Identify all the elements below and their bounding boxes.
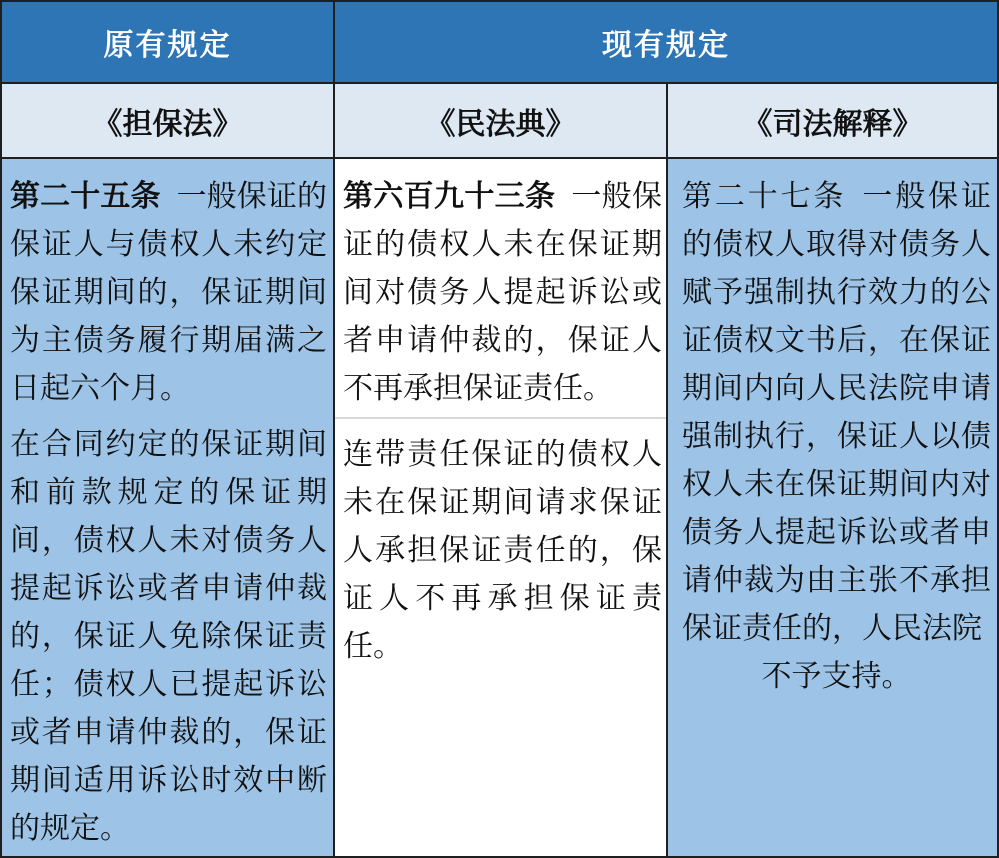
subheader-col1	[0, 82, 335, 159]
header-current-label: 现有规定	[602, 28, 730, 63]
col2-divider	[335, 417, 666, 419]
subheader-col3-label: 《司法解释》	[742, 106, 923, 142]
body-col2	[333, 157, 668, 858]
subheader-col2	[333, 82, 668, 159]
col3-paragraph-tail	[682, 653, 991, 701]
col2-paragraph-1	[343, 173, 662, 413]
col1-paragraph-2	[10, 421, 327, 853]
col1-paragraph-2-text: 在合同约定的保证期间和前款规定的保证期间，债权人未对债务人提起诉讼或者申请仲裁的，保证人免除保证责任；债权人已提起诉讼或者申请仲裁的，保证期间适用诉讼时效中断的规定。	[10, 427, 327, 846]
subheader-col1-label: 《担保法》	[92, 106, 243, 142]
subheader-col3	[666, 82, 999, 159]
body-col1	[0, 157, 335, 858]
col1-paragraph-1-text: 一般保证的保证人与债权人未约定保证期间的，保证期间为主债务履行期届满之日起六个月。	[10, 179, 328, 406]
col2-article-number: 第六百九十三条	[343, 179, 556, 214]
col2-paragraph-1-text: 一般保证的债权人未在保证期间对债务人提起诉讼或者申请仲裁的，保证人不再承担保证责任。	[343, 179, 663, 406]
col3-article-number: 第二十七条	[682, 179, 847, 214]
col3-paragraph-1-text: 一般保证的债权人取得对债务人赋予强制执行效力的公证债权文书后，在保证期间内向人民法院申请强制执行，保证人以债权人未在保证期间内对债务人提起诉讼或者申请仲裁为由主张不承担保证责任的，人民法院	[682, 179, 991, 646]
col2-paragraph-2-text: 连带责任保证的债权人未在保证期间请求保证人承担保证责任的，保证人不再承担保证责任。	[343, 437, 662, 664]
header-original	[0, 0, 335, 84]
header-original-label: 原有规定	[103, 28, 232, 63]
subheader-col2-label: 《民法典》	[425, 106, 576, 142]
col1-article-number: 第二十五条	[10, 179, 161, 214]
col2-paragraph-2	[343, 431, 662, 671]
header-current	[333, 0, 999, 84]
col3-paragraph-1	[682, 173, 991, 653]
body-col3	[666, 157, 999, 858]
col1-paragraph-1	[10, 173, 327, 413]
col3-paragraph-tail-text: 不予支持。	[761, 659, 912, 694]
